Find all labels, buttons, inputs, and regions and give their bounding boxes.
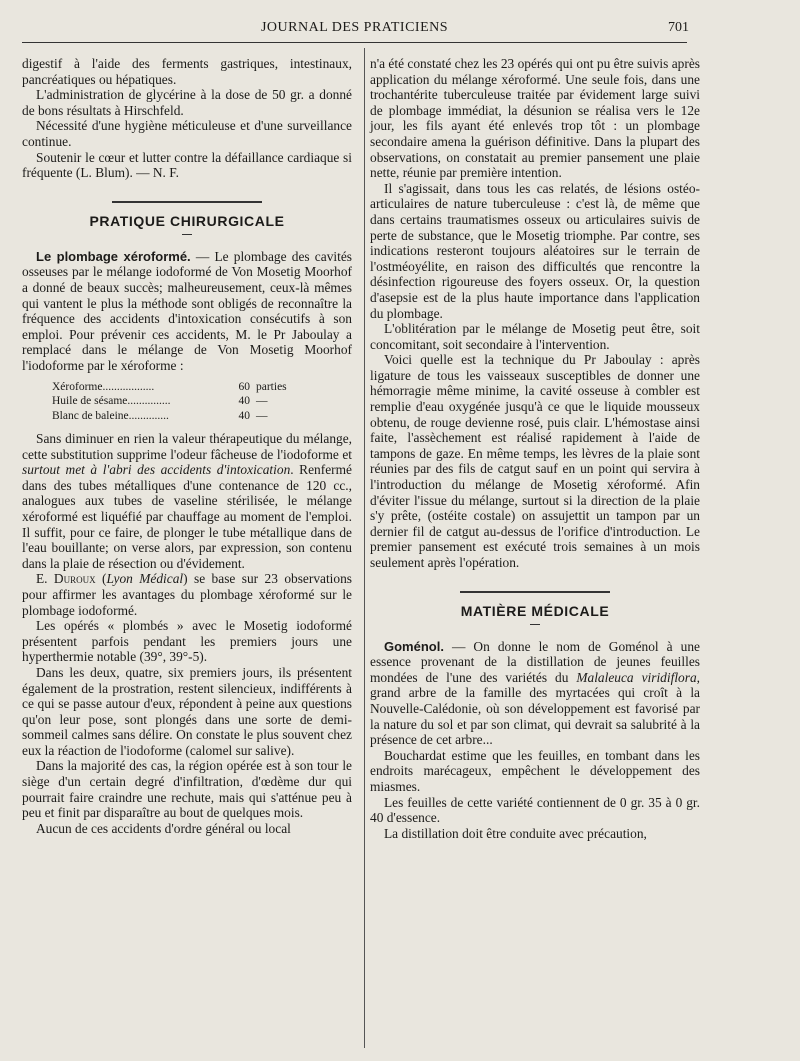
ingredient-qty: 60 <box>238 380 250 393</box>
italic-run: surtout met à l'abri des accidents d'intoxication <box>22 462 291 478</box>
ingredient-name: Huile de sésame............... <box>52 395 171 407</box>
text-run: E. Duroux ( <box>36 571 107 587</box>
italic-run: Malaleuca viridiflora <box>576 669 697 685</box>
ingredient-unit: — <box>256 395 268 407</box>
paragraph: n'a été constaté chez les 23 opérés qui ont pu être suivis après application du mélange xéroformé. Une seule fois, dans une trochantérite tuberculeuse traitée par évidement large suivi de plombage immédiat, la désunion se réalisa vers le 12e jour, les fils ayant été enlevés trop tôt : un plombage secondaire amena la guérison définitive. Dans la plupart des observations, on constatait au premier pansement une plaie nette, réunie par première intention. <box>370 56 700 181</box>
formula-table <box>52 380 287 424</box>
section-rule <box>112 201 262 203</box>
formula-row <box>52 394 287 409</box>
text-run: . Renfermé dans des tubes métalliques d'une contenance de 120 cc., analogues aux tubes de vaseline stérilisée, le mélange xéroformé est liquéfié par chauffage au moment de l'emploi. Il suffit, pour ce faire, de plonger le tube métallique dans de l'eau bouillante; on verse alors, par expression, son contenu dans la plaie de résection ou d'évidement. <box>22 462 352 571</box>
ingredient-name: Xéroforme.................. <box>52 380 155 393</box>
section-rule <box>460 591 610 593</box>
paragraph: Aucun de ces accidents d'ordre général ou local <box>36 820 291 836</box>
column-divider <box>364 48 365 1048</box>
right-column <box>370 56 700 841</box>
formula-row <box>52 409 287 424</box>
article-paragraph <box>22 249 352 374</box>
formula-row <box>52 380 287 395</box>
ingredient-unit: parties <box>256 380 287 393</box>
article-runin-title: Le plombage xéroformé. <box>36 248 191 264</box>
paragraph: Bouchardat estime que les feuilles, en tombant dans les endroits marécageux, empêchent le développement des miasmes. <box>370 747 700 794</box>
section-dash <box>182 234 192 235</box>
ingredient-unit: — <box>256 409 268 422</box>
paragraph: Voici quelle est la technique du Pr Jaboulay : après ligature de tous les vaisseaux susceptibles de donner une hémorragie même minime, la cavité osseuse à combler est remplie d'eau oxygénée jusqu'à ce que le liquide mousseux obtenu, de rouge devienne rosé, puis clair. L'hémostase ainsi faite, l'assèchement est réalisé rapidement à l'aide de tampons de gaze. En même temps, les lèvres de la plaie sont réunies par des fils de catgut sauf en un point qui servira à l'introduction du mélange de Mosetig xéroformé. Afin d'éviter l'issue du mélange, surtout si la direction de la plaie s'y prête, (ostéite costale) on assujettit un tampon par un dernier fil de catgut au-dessus de l'orifice d'introduction. Le premier pansement est exécuté trois semaines à un mois seulement après l'opération. <box>370 352 700 570</box>
ingredient-qty: 40 <box>238 395 250 407</box>
section-title: PRATIQUE CHIRURGICALE <box>89 212 285 229</box>
article-text: — Le plombage des cavités osseuses par le mélange iodoformé de Von Mosetig Moorhof a donné de beaux succès; malheureusement, ceux-là mêmes qui vantent le plus la méthode sont obligés de reconnaître la fréquence des accidents d'intoxication consécutifs à son emploi. Pour prévenir ces accidents, M. le Pr Jaboulay a remplacé dans le mélange de Von Mosetig Moorhof l'iodoforme par le xéroforme : <box>22 248 352 373</box>
ingredient-qty: 40 <box>238 409 250 422</box>
ingredient-name: Blanc de baleine.............. <box>52 409 169 422</box>
paragraph: digestif à l'aide des ferments gastriques, intestinaux, pancréatiques ou hépatiques. <box>22 56 352 87</box>
italic-run: Lyon Médical <box>106 571 184 587</box>
text-run: Sans diminuer en rien la valeur thérapeutique du mélange, cette substitution supprime l'odeur fâcheuse de l'iodoforme et <box>22 431 352 462</box>
text-run: ) se base sur 23 observations pour affirmer les avantages du plombage xéroformé sur le plombage iodoformé. <box>22 571 353 618</box>
page-number: 701 <box>668 20 689 35</box>
paragraph: Dans la majorité des cas, la région opérée est à son tour le siège d'un certain degré d'infiltration, d'œdème dur qui pourrait faire craindre une rechute, mais qui s'atténue peu à peu et finit par disparaître au bout de quelques mois. <box>22 758 352 821</box>
paragraph: L'administration de glycérine à la dose de 50 gr. a donné de bons résultats à Hirschfeld. <box>22 87 352 118</box>
section-heading-pratique <box>22 201 352 235</box>
paragraph: Soutenir le cœur et lutter contre la défaillance cardiaque si fréquente (L. Blum). — N. F. <box>22 149 352 181</box>
paragraph: Les feuilles de cette variété contiennent de 0 gr. 35 à 0 gr. 40 d'essence. <box>370 794 700 826</box>
paragraph: Il s'agissait, dans tous les cas relatés, de lésions ostéo-articulaires de nature tuberculeuse : c'est là, de même que dans certains traumatismes osseux ou articulaires suivis de perte de substance, que le Mosetig triomphe. Par contre, ses indications resteront toujours aléatoires sur le terrain de l'ostméoyélite, en raison des difficultés que rencontre la désinfection rigoureuse des foyers osseux. Or, la question d'asepsie est de la plus haute importance dans l'application du plombage. <box>370 180 700 321</box>
article-runin-title: Goménol. <box>384 638 444 654</box>
section-heading-matiere <box>370 591 700 625</box>
paragraph: Nécessité d'une hygiène méticuleuse et d'une surveillance continue. <box>22 118 352 149</box>
left-column <box>22 56 352 836</box>
paragraph <box>22 571 352 618</box>
paragraph: L'oblitération par le mélange de Mosetig peut être, soit concomitant, soit secondaire à l'intervention. <box>370 321 700 352</box>
section-title: MATIÈRE MÉDICALE <box>460 602 610 619</box>
text-run: , grand arbre de la famille des myrtacées qui croît à la Nouvelle-Calédonie, où son développement est favorisé par la nature du sol et par son climat, qui devrait sa salubrité à la présence de cet arbre... <box>370 669 700 748</box>
article-paragraph <box>370 639 700 748</box>
paragraph <box>22 431 352 571</box>
text-run: — On donne le nom de Goménol à une essence provenant de la distillation de jeunes feuilles mondées de l'une des variétés du <box>370 638 700 685</box>
running-header <box>22 18 687 43</box>
paragraph: Dans les deux, quatre, six premiers jours, ils présentent également de la prostration, restent silencieux, indifférents à ce qui se passe autour d'eux, répondent à peine aux questions qu'on leur pose, sont plongés dans une sorte de demi-sommeil calmes sans délire. On constate le plus souvent chez eux la réaction de l'iodoforme (calomel sur salive). <box>22 664 352 758</box>
section-dash <box>530 624 540 625</box>
paragraph: La distillation doit être conduite avec précaution, <box>384 825 647 841</box>
journal-title: JOURNAL DES PRATICIENS <box>260 20 449 35</box>
paragraph: Les opérés « plombés » avec le Mosetig iodoformé présentent parfois pendant les premiers jours une hyperthermie notable (39°, 39°-5). <box>22 618 352 665</box>
